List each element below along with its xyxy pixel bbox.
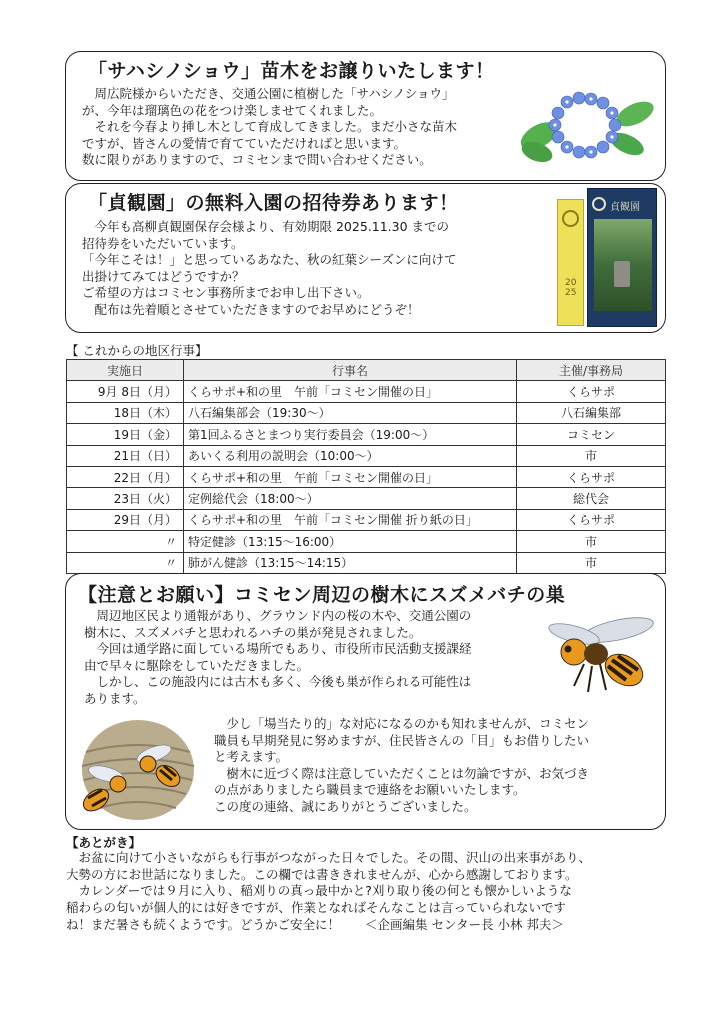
- row-date: 〃: [67, 531, 184, 552]
- sasanqua-line: が、今年は瑠璃色の花をつけ楽しませてくれました。: [82, 102, 383, 118]
- hornet-line: この度の連絡、誠にありがとうございました。: [214, 798, 477, 814]
- ticket-emblem-icon: [562, 210, 579, 227]
- afterword-line: お盆に向けて小さいながらも行事がつながった日々でした。その間、沢山の出来事があり、: [66, 850, 592, 865]
- row-date: 21日（日）: [67, 445, 184, 466]
- hornet-line: 職員も早期発見に努めますが、住民皆さんの「目」もお借りしたい: [214, 732, 590, 748]
- afterword-line: カレンダーでは９月に入り、稲刈りの真っ最中かと?刈り取り後の何とも懐かしいような: [66, 883, 572, 899]
- row-event: 定例総代会（18:00～）: [184, 488, 517, 509]
- afterword-heading: 【あとがき】: [66, 835, 142, 850]
- hornet-line: 今回は通学路に面している場所でもあり、市役所市民活動支援課経: [84, 641, 472, 657]
- garden-photo: [594, 219, 652, 311]
- row-host: 総代会: [517, 488, 666, 509]
- sasanqua-body: [82, 86, 457, 169]
- ticket-image-navy: [587, 188, 657, 327]
- row-host: コミセン: [517, 424, 666, 445]
- teikanen-line: ご希望の方はコミセン事務所までお申し出下さい。: [82, 285, 370, 301]
- row-event: くらサポ+和の里 午前「コミセン開催の日」: [184, 466, 517, 487]
- row-event: くらサポ+和の里 午前「コミセン開催 折り紙の日」: [184, 509, 517, 530]
- afterword-line: 大勢の方にお世話になりました。この欄では書ききれませんが、心から感謝しております。: [66, 866, 578, 882]
- row-host: くらサポ: [517, 466, 666, 487]
- table-row: [67, 381, 666, 402]
- row-host: 市: [517, 445, 666, 466]
- schedule-table: [66, 359, 666, 574]
- hornet-line: 由で早々に駆除をしていただきました。: [84, 657, 310, 673]
- afterword-line: 稲わらの匂いが個人的には好きですが、作業となればそんなことは言っていられないです: [66, 900, 567, 916]
- schedule-heading: 【 これからの地区行事】: [66, 343, 208, 358]
- sasanqua-line: 数に限りがありますので、コミセンまで問い合わせください。: [82, 152, 432, 168]
- teikanen-line: 配布は先着順とさせていただきますのでお早めにどうぞ！: [82, 301, 420, 317]
- row-host: 市: [517, 531, 666, 552]
- row-event: くらサポ+和の里 午前「コミセン開催の日」: [184, 381, 517, 402]
- schedule-col-date: 実施日: [67, 360, 184, 381]
- table-row: [67, 531, 666, 552]
- hornet-line: 樹木に近づく際は注意していただくことは勿論ですが、お気づき: [214, 765, 590, 781]
- row-date: 19日（金）: [67, 424, 184, 445]
- teikanen-line: 出掛けてみてはどうですか？: [82, 268, 245, 284]
- hornet-line: の点がありましたら職員まで連絡をお願いいたします。: [214, 782, 526, 798]
- table-row: [67, 509, 666, 530]
- sasanqua-line: ですが、皆さんの愛情で育てていただければと思います。: [82, 135, 407, 151]
- afterword-body: [66, 850, 591, 934]
- hornet-line: 樹木に、スズメバチと思われるハチの巣が発見されました。: [84, 624, 422, 640]
- table-row: [67, 466, 666, 487]
- teikanen-title: 「貞観園」の無料入園の招待券あります！: [88, 192, 459, 214]
- schedule-col-host: 主催/事務局: [517, 360, 666, 381]
- hornet-body-bottom: [214, 716, 589, 816]
- row-host: くらサポ: [517, 509, 666, 530]
- ticket-caption: 貞観園: [610, 202, 640, 213]
- row-host: 八石編集部: [517, 402, 666, 423]
- row-host: 市: [517, 552, 666, 573]
- row-event: 特定健診（13:15～16:00）: [184, 531, 517, 552]
- table-row: [67, 402, 666, 423]
- hornet-nest-illustration: [72, 718, 196, 824]
- flower-wreath-illustration: [517, 90, 657, 166]
- hornet-line: 周辺地区民より通報があり、グラウンド内の桜の木や、交通公園の: [84, 608, 472, 623]
- hornet-title: 【注意とお願い】コミセン周辺の樹木にスズメバチの巣: [78, 584, 566, 606]
- row-date: 18日（木）: [67, 402, 184, 423]
- row-host: くらサポ: [517, 381, 666, 402]
- sasanqua-title: 「サハシノショウ」苗木をお譲りいたします！: [88, 60, 495, 82]
- row-date: 9月 8日（月）: [67, 381, 184, 402]
- teikanen-line: 今年も高柳貞観園保存会様より、有効期限 2025.11.30 までの: [82, 219, 450, 234]
- ticket-image-yellow: [557, 199, 584, 326]
- schedule-header-row: [67, 360, 666, 381]
- row-event: あいくる利用の説明会（10:00～）: [184, 445, 517, 466]
- table-row: [67, 552, 666, 573]
- table-row: [67, 488, 666, 509]
- row-date: 〃: [67, 552, 184, 573]
- row-event: 肺がん健診（13:15～14:15）: [184, 552, 517, 573]
- teikanen-line: 「今年こそは！」と思っているあなた、秋の紅葉シーズンに向けて: [82, 252, 457, 268]
- hornet-line: と考えます。: [214, 749, 289, 765]
- row-event: 八石編集部会（19:30～）: [184, 402, 517, 423]
- schedule-col-event: 行事名: [184, 360, 517, 381]
- table-row: [67, 445, 666, 466]
- hornet-body-top: [84, 608, 472, 708]
- sasanqua-line: それを今春より挿し木として育成してきました。まだ小さな苗木: [82, 119, 458, 135]
- row-date: 23日（火）: [67, 488, 184, 509]
- row-date: 22日（月）: [67, 466, 184, 487]
- table-row: [67, 424, 666, 445]
- ticket-year: 2025: [565, 278, 577, 298]
- row-date: 29日（月）: [67, 509, 184, 530]
- row-event: 第1回ふるさとまつり実行委員会（19:00～）: [184, 424, 517, 445]
- teikanen-body: [82, 219, 456, 319]
- hornet-line: 少し「場当たり的」な対応になるのかも知れませんが、コミセン: [214, 716, 590, 731]
- hornet-line: あります。: [84, 690, 146, 706]
- hornet-illustration: [544, 612, 662, 698]
- sasanqua-line: 周広院様からいただき、交通公園に植樹した「サハシノショウ」: [82, 86, 455, 101]
- teikanen-line: 招待券をいただいています。: [82, 235, 244, 251]
- ticket-emblem-icon: [592, 197, 606, 211]
- hornet-line: しかし、この施設内には古木も多く、今後も巣が作られる可能性は: [84, 674, 472, 690]
- afterword-line: ね！まだ暑さも続くようです。どうかご安全に！ ＜企画編集 センター長 小林 邦夫＞: [66, 916, 564, 932]
